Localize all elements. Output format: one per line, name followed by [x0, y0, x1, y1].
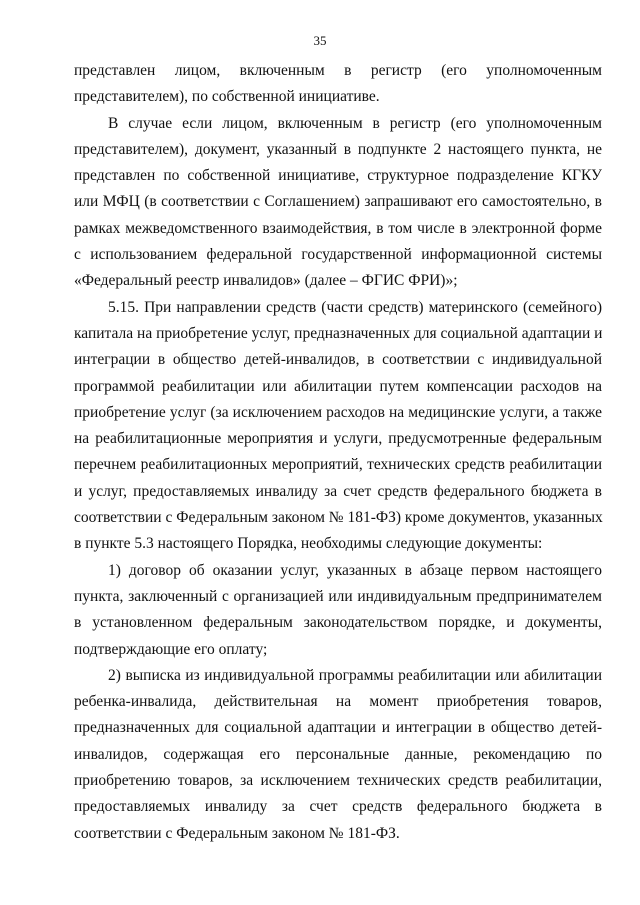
text-line: капитала на приобретение услуг, предназначенных для социальной адаптации и: [74, 324, 603, 342]
text-line: «Федеральный реестр инвалидов» (далее – ФГИС ФРИ)»;: [74, 272, 458, 290]
text-line: и услуг, предоставляемых инвалиду за счет средств федерального бюджета в: [74, 482, 602, 500]
text-line: пункта, заключенный с организацией или индивидуальным предпринимателем: [74, 587, 602, 605]
text-line: в установленном федеральным законодательством порядке, и документы,: [74, 614, 602, 632]
text-line: приобретению товаров, за исключением технических средств реабилитации,: [74, 772, 602, 790]
text-line: с использованием федеральной государственной информационной системы: [74, 246, 602, 264]
text-line: 1) договор об оказании услуг, указанных в абзаце первом настоящего: [108, 561, 602, 579]
text-line: 5.15. При направлении средств (части средств) материнского (семейного): [108, 298, 602, 316]
text-line: в пункте 5.3 настоящего Порядка, необходимы следующие документы:: [74, 535, 543, 553]
text-line: представителем), документ, указанный в подпункте 2 настоящего пункта, не: [74, 140, 602, 158]
text-line: В случае если лицом, включенным в регистр (его уполномоченным: [108, 114, 602, 132]
text-line: интеграции в общество детей-инвалидов, в соответствии с индивидуальной: [74, 351, 602, 369]
text-line: инвалидов, содержащая его персональные данные, рекомендацию по: [74, 745, 602, 763]
text-line: соответствии с Федеральным законом № 181-ФЗ.: [74, 824, 400, 842]
text-line: перечнем реабилитационных мероприятий, технических средств реабилитации: [74, 456, 602, 474]
text-line: приобретение услуг (за исключением расходов на медицинские услуги, а также: [74, 403, 602, 421]
text-line: или МФЦ (в соответствии с Соглашением) запрашивают его самостоятельно, в: [74, 193, 602, 211]
paragraph: [74, 58, 602, 111]
paragraph: [74, 663, 602, 847]
text-line: представлен лицом, включенным в регистр (его уполномоченным: [74, 62, 602, 79]
text-line: рамках межведомственного взаимодействия, в том числе в электронной форме: [74, 219, 602, 237]
paragraph: [74, 111, 602, 295]
text-line: 2) выписка из индивидуальной программы реабилитации или абилитации: [108, 666, 602, 684]
text-line: на реабилитационные мероприятия и услуги, предусмотренные федеральным: [74, 430, 602, 448]
text-line: представителем), по собственной инициативе.: [74, 88, 380, 106]
text-line: программой реабилитации или абилитации путем компенсации расходов на: [74, 377, 602, 395]
document-body: [74, 58, 602, 847]
text-line: ребенка-инвалида, действительная на момент приобретения товаров,: [74, 693, 602, 711]
text-line: представлен по собственной инициативе, структурное подразделение КГКУ: [74, 167, 602, 185]
paragraph: [74, 558, 602, 663]
text-line: подтверждающие его оплату;: [74, 640, 268, 658]
page-number: 35: [313, 33, 327, 48]
paragraph: [74, 295, 602, 558]
text-line: предназначенных для социальной адаптации и интеграции в общество детей-: [74, 719, 602, 737]
text-line: предоставляемых инвалиду за счет средств федерального бюджета в: [74, 798, 602, 816]
text-line: соответствии с Федеральным законом № 181-ФЗ) кроме документов, указанных: [74, 509, 603, 527]
